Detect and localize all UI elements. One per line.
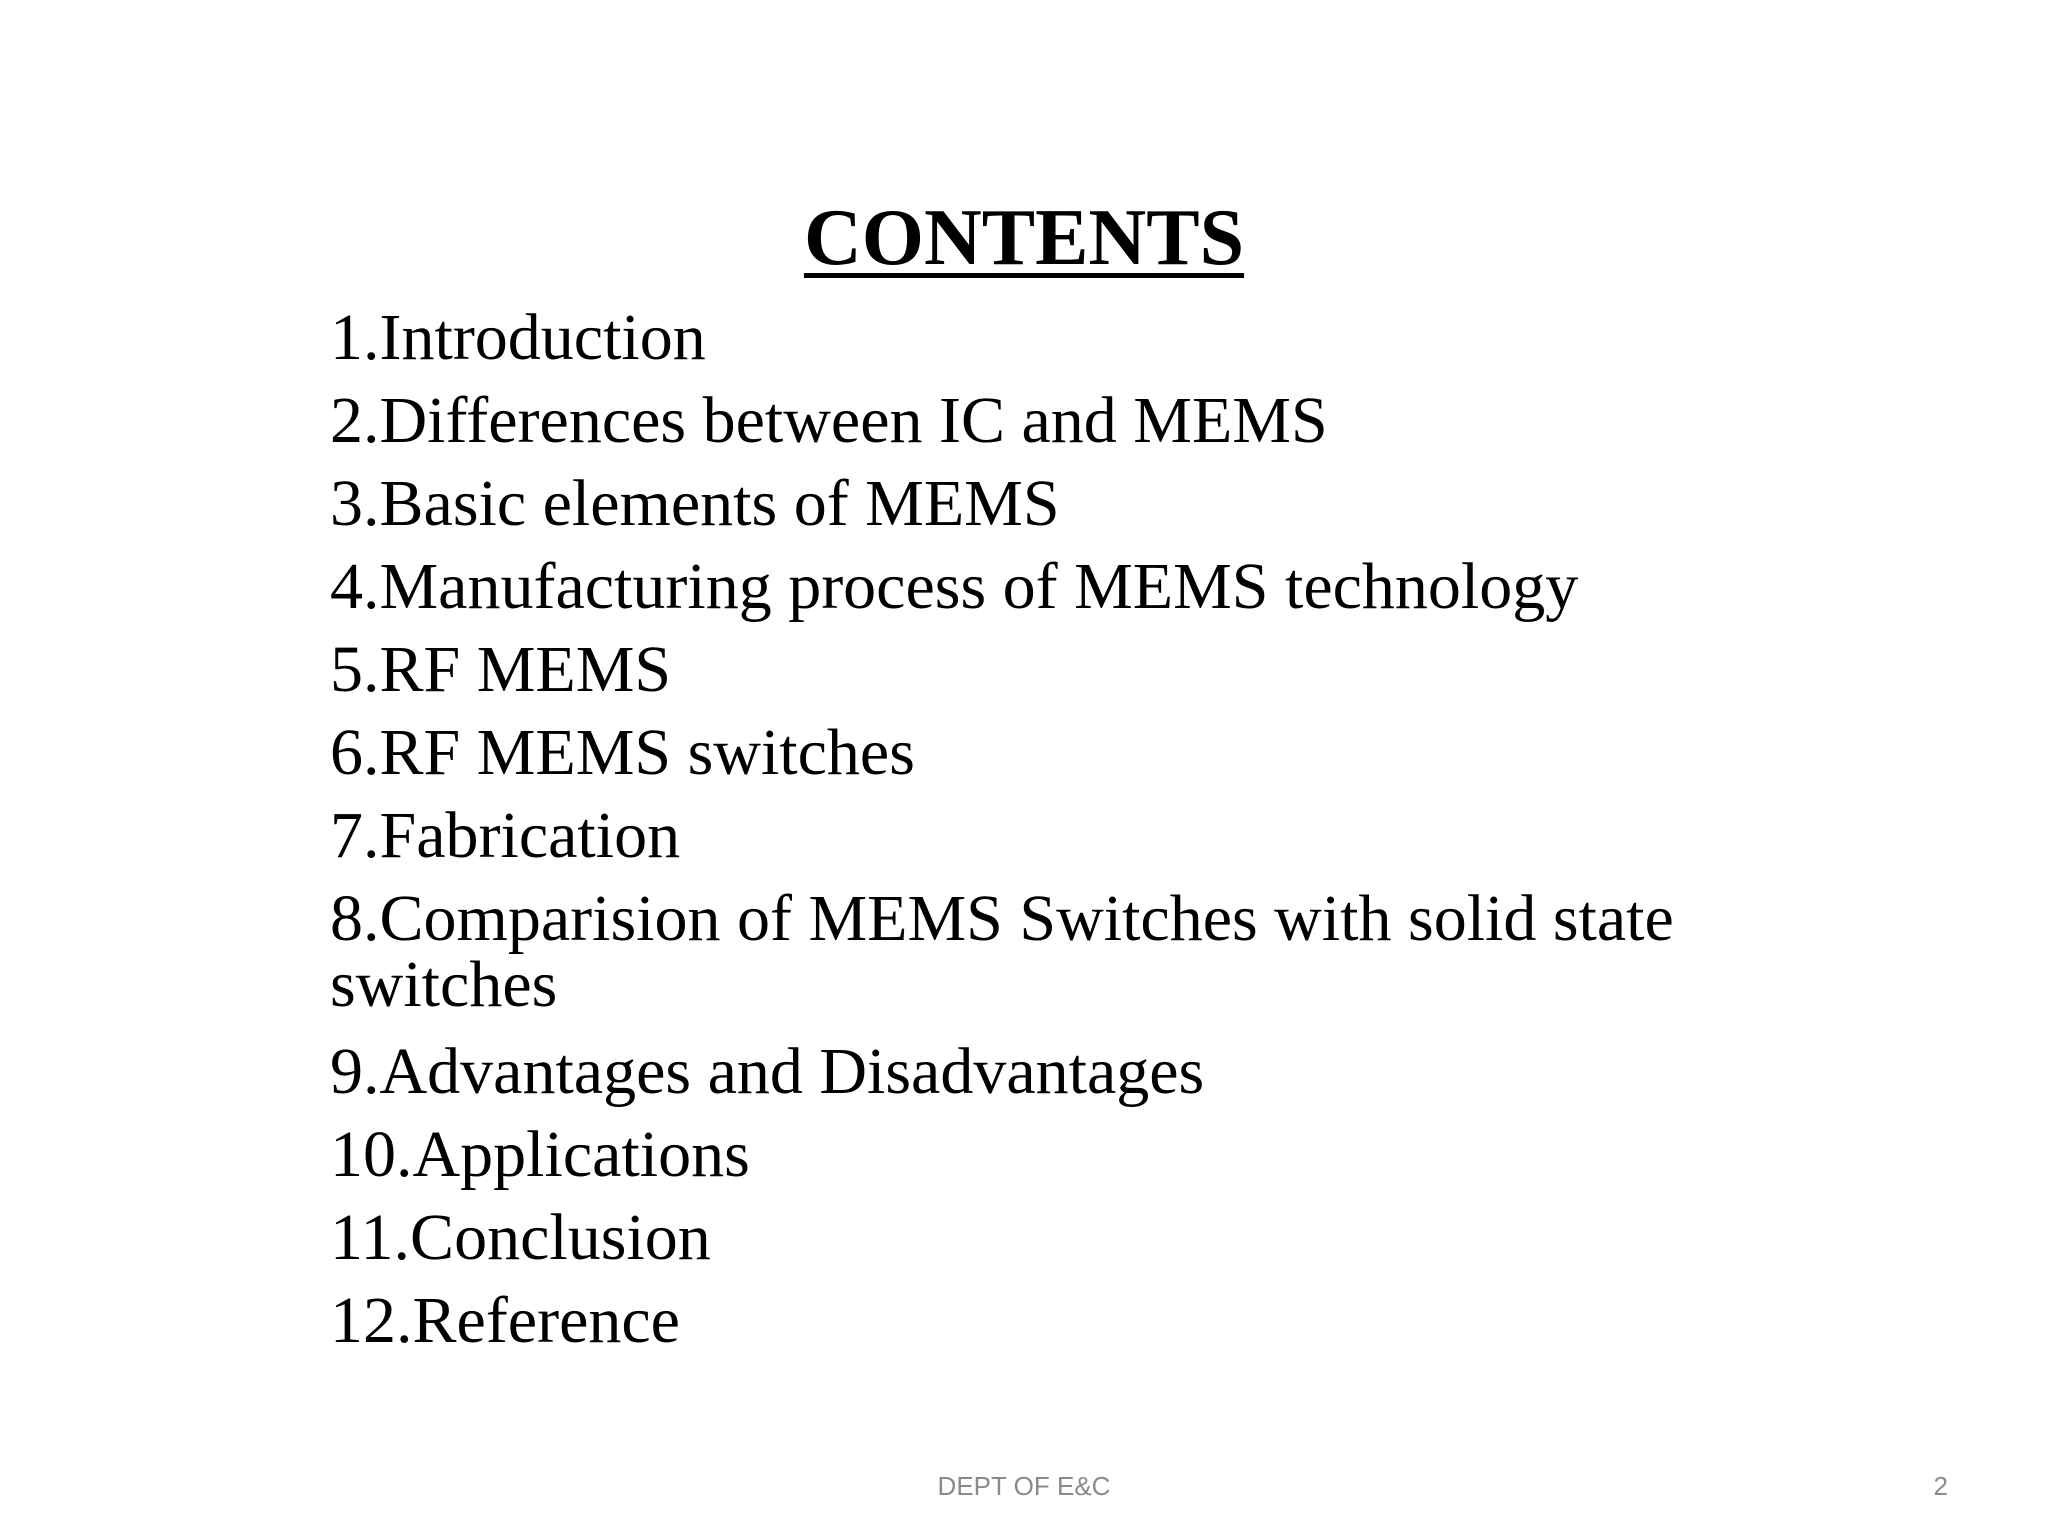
contents-item: 9.Advantages and Disadvantages [330, 1035, 1205, 1108]
contents-item: 10.Applications [330, 1118, 750, 1191]
contents-item: 2.Differences between IC and MEMS [330, 384, 1328, 457]
contents-item: 7.Fabrication [330, 799, 681, 872]
contents-list [330, 301, 1810, 1371]
slide-footer: DEPT OF E&C [937, 1471, 1111, 1501]
page-number: 2 [1933, 1471, 1948, 1501]
contents-item: 11.Conclusion [330, 1201, 711, 1274]
contents-item: 6.RF MEMS switches [330, 716, 915, 789]
contents-item: 5.RF MEMS [330, 633, 672, 706]
slide-title: CONTENTS [803, 194, 1245, 282]
contents-item: 3.Basic elements of MEMS [330, 467, 1060, 540]
contents-item: 4.Manufacturing process of MEMS technology [330, 550, 1579, 623]
contents-item: 8.Comparision of MEMS Switches with solid state switches [330, 882, 1674, 1021]
contents-item: 12.Reference [330, 1284, 680, 1357]
contents-item: 1.Introduction [330, 301, 706, 374]
